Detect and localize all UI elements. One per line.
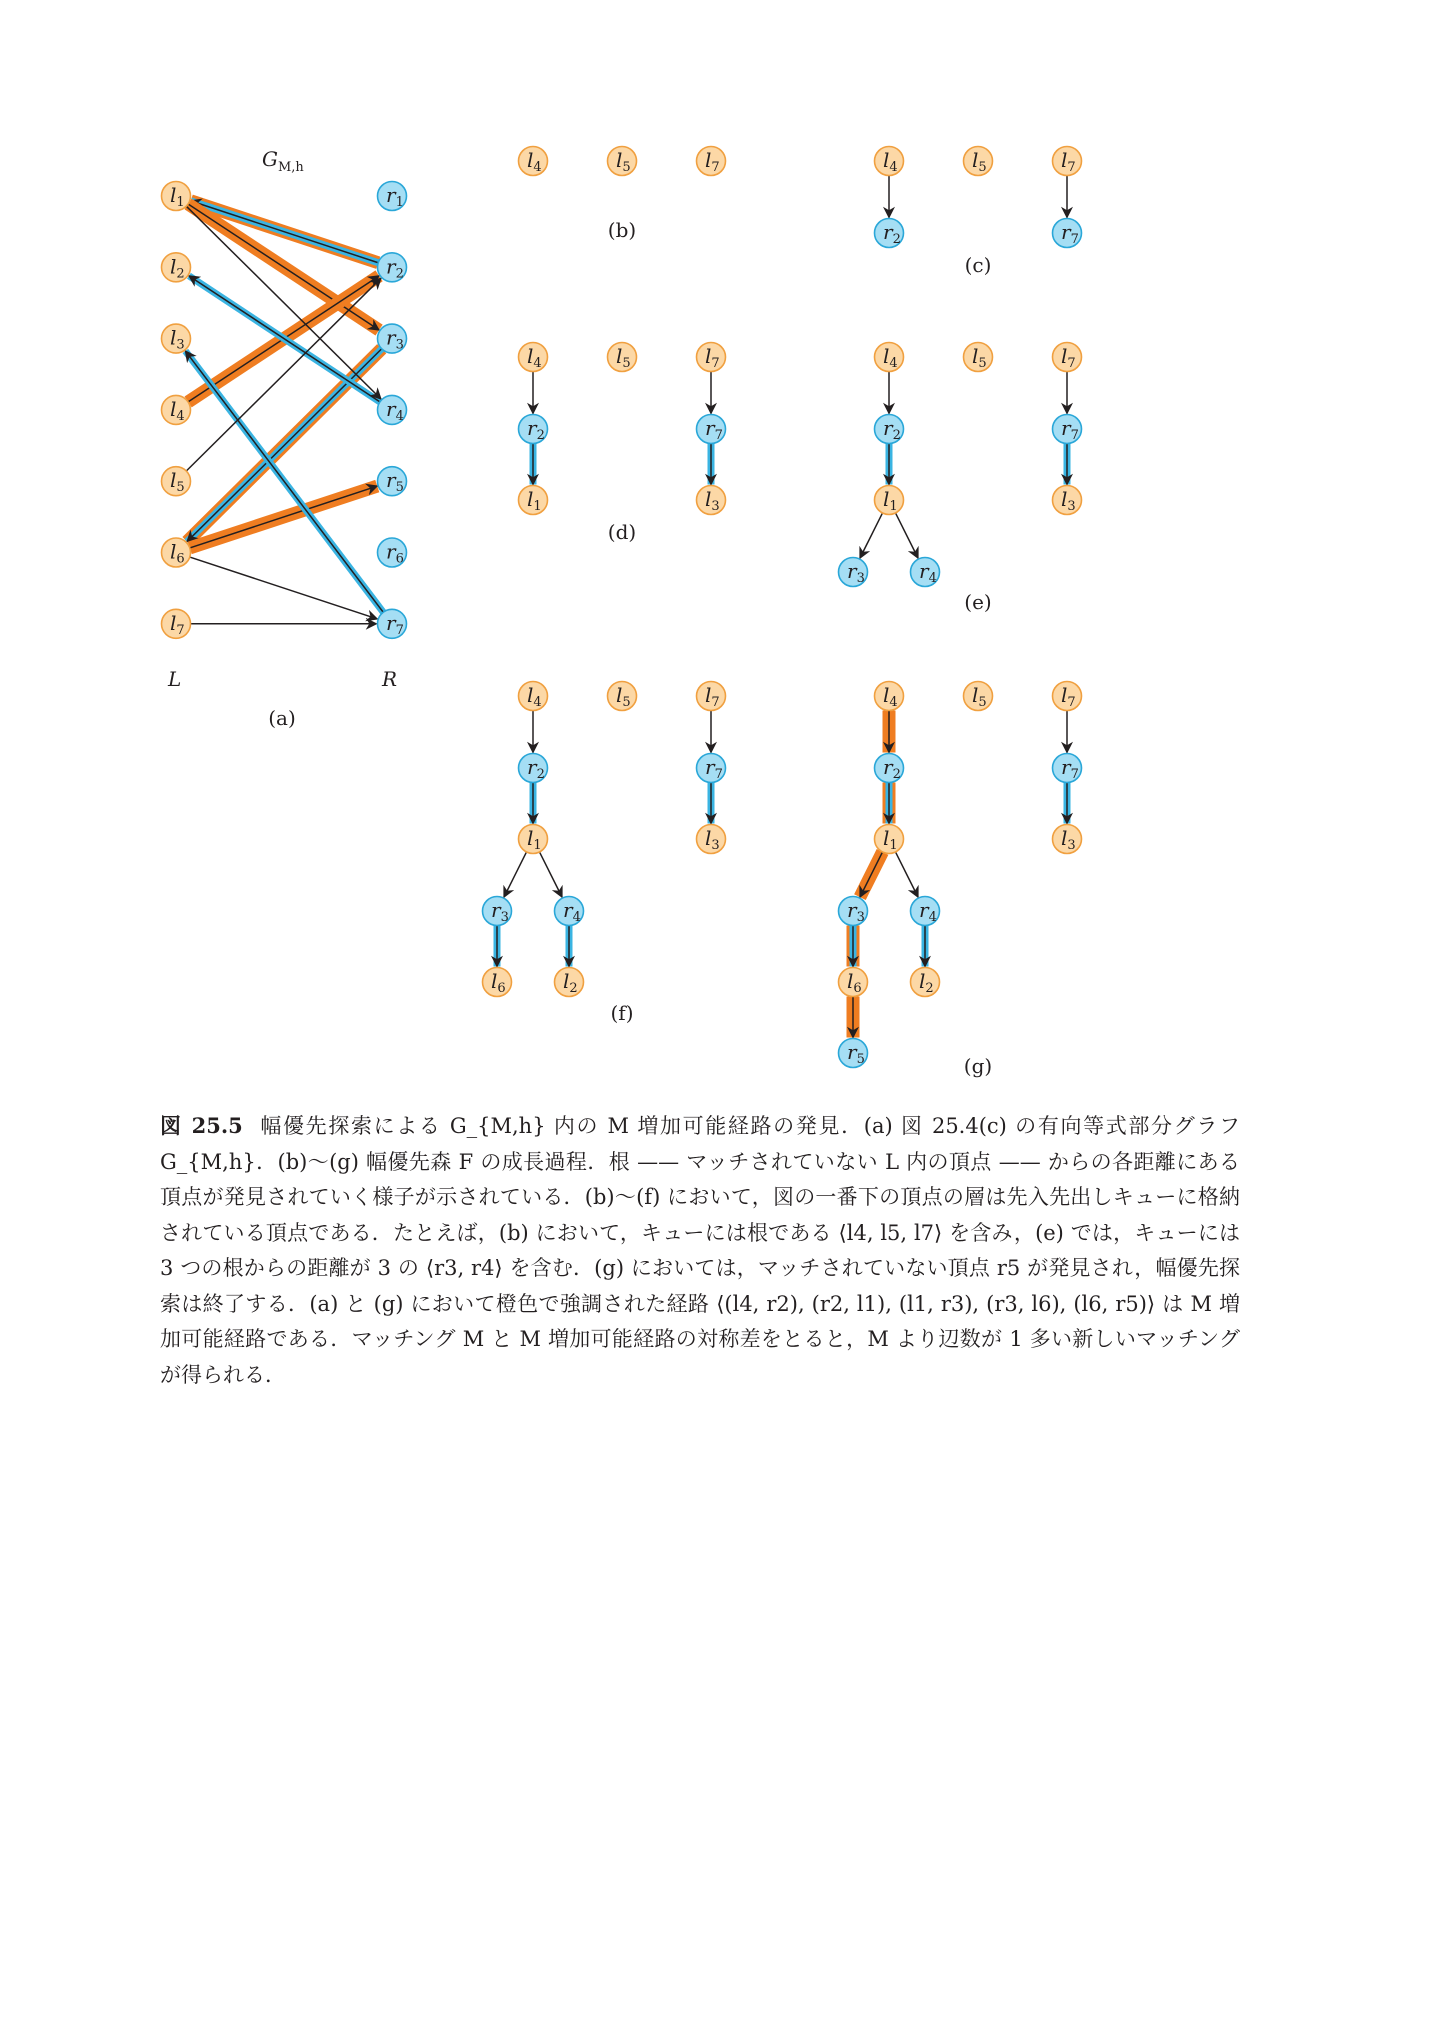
a-node-r1 — [378, 182, 407, 211]
f-node-label-r3: $r_3$ — [491, 898, 509, 925]
f-node-label-r4: $r_4$ — [563, 898, 581, 925]
f-edge-line-l1-r3 — [504, 852, 527, 897]
g-edge-line-l1-r3 — [860, 852, 883, 897]
g-node-label-l7: $l_7$ — [1061, 683, 1076, 710]
a-node-r5 — [378, 467, 407, 496]
e-node-r2 — [875, 415, 904, 444]
c-node-l4 — [875, 147, 904, 176]
d-node-l1 — [519, 486, 548, 515]
panel-d-label: (d) — [607, 520, 637, 544]
e-edge-l1-r4 — [895, 513, 918, 558]
panel-e-nodes — [839, 343, 1082, 587]
panel-f-label: (f) — [610, 1001, 634, 1025]
b-node-label-l5: $l_5$ — [616, 148, 631, 175]
a-node-l4 — [162, 395, 191, 424]
f-node-l6 — [483, 968, 512, 997]
panel-d-edges — [533, 372, 711, 485]
d-node-l3 — [697, 486, 726, 515]
a-node-label-l6: $l_6$ — [170, 539, 185, 567]
g-node-label-r2: $r_2$ — [883, 755, 901, 782]
d-node-label-r7: $r_7$ — [705, 416, 723, 443]
d-node-label-l4: $l_4$ — [527, 344, 542, 371]
a-node-label-r5: $r_5$ — [386, 468, 404, 496]
e-node-r3 — [839, 558, 868, 587]
caption-label: 図 25.5 — [160, 1113, 243, 1138]
a-node-label-r7: $r_7$ — [386, 610, 404, 638]
panel-d — [519, 343, 726, 545]
figure-caption — [160, 1108, 1240, 1393]
a-node-l1 — [162, 182, 191, 211]
b-node-label-l7: $l_7$ — [705, 148, 720, 175]
f-node-l1 — [519, 825, 548, 854]
b-node-l5 — [608, 147, 637, 176]
f-node-r3 — [483, 897, 512, 926]
panel-f — [483, 682, 726, 1026]
right-set-label: R — [382, 667, 398, 691]
f-node-l3 — [697, 825, 726, 854]
f-node-label-l7: $l_7$ — [705, 683, 720, 710]
a-node-label-r2: $r_2$ — [386, 254, 404, 282]
panel-a-title: $G_{M,h}$ — [262, 147, 304, 175]
g-node-r2 — [875, 754, 904, 783]
e-node-l7 — [1053, 343, 1082, 372]
panel-c-edges — [889, 176, 1067, 218]
a-node-r7 — [378, 609, 407, 638]
c-node-l5 — [964, 147, 993, 176]
g-node-r7 — [1053, 754, 1082, 783]
panel-a-edges — [185, 201, 383, 624]
g-node-r5 — [839, 1039, 868, 1068]
a-node-label-r4: $r_4$ — [386, 396, 404, 424]
c-node-label-l7: $l_7$ — [1061, 148, 1076, 175]
a-node-label-l7: $l_7$ — [170, 610, 185, 638]
e-node-r4 — [911, 558, 940, 587]
g-node-label-l6: $l_6$ — [847, 969, 862, 996]
e-node-label-r3: $r_3$ — [847, 559, 865, 586]
g-edge-l1-r3 — [860, 852, 883, 897]
f-node-label-l2: $l_2$ — [563, 969, 578, 996]
g-node-r3 — [839, 897, 868, 926]
e-edge-l1-r3 — [860, 513, 883, 558]
panel-c-label: (c) — [964, 253, 992, 277]
f-node-l2 — [555, 968, 584, 997]
g-node-l7 — [1053, 682, 1082, 711]
a-node-label-l3: $l_3$ — [170, 325, 185, 353]
a-node-r2 — [378, 253, 407, 282]
panel-b-label: (b) — [607, 218, 637, 242]
f-node-label-r2: $r_2$ — [527, 755, 545, 782]
g-node-label-r5: $r_5$ — [847, 1040, 865, 1067]
g-node-l6 — [839, 968, 868, 997]
panel-c — [875, 147, 1082, 278]
d-node-label-l7: $l_7$ — [705, 344, 720, 371]
f-node-r2 — [519, 754, 548, 783]
g-node-l1 — [875, 825, 904, 854]
c-node-r7 — [1053, 219, 1082, 248]
c-node-r2 — [875, 219, 904, 248]
a-edge-r7-l3 — [185, 351, 383, 612]
g-node-label-r3: $r_3$ — [847, 898, 865, 925]
g-node-l3 — [1053, 825, 1082, 854]
a-node-label-r3: $r_3$ — [386, 325, 404, 353]
a-edge-line-l1-r3 — [188, 204, 379, 330]
a-edge-l1-r3 — [188, 204, 379, 330]
f-node-r4 — [555, 897, 584, 926]
a-node-label-l2: $l_2$ — [170, 254, 185, 282]
d-node-r2 — [519, 415, 548, 444]
a-edge-line-r7-l3 — [185, 351, 383, 612]
panel-d-nodes — [519, 343, 726, 515]
g-node-l4 — [875, 682, 904, 711]
g-edge-l1-r4 — [895, 852, 918, 897]
f-node-l5 — [608, 682, 637, 711]
c-node-label-r7: $r_7$ — [1061, 220, 1079, 247]
g-node-label-l3: $l_3$ — [1061, 826, 1076, 853]
panel-b — [519, 147, 726, 243]
f-edge-l1-r3 — [504, 852, 527, 897]
e-node-label-l3: $l_3$ — [1061, 487, 1076, 514]
d-node-l5 — [608, 343, 637, 372]
e-node-label-r4: $r_4$ — [919, 559, 937, 586]
d-node-label-l5: $l_5$ — [616, 344, 631, 371]
d-node-l7 — [697, 343, 726, 372]
panel-a-nodes — [162, 182, 407, 639]
g-node-l2 — [911, 968, 940, 997]
e-node-r7 — [1053, 415, 1082, 444]
e-node-label-l4: $l_4$ — [883, 344, 898, 371]
e-node-l4 — [875, 343, 904, 372]
g-node-label-l1: $l_1$ — [883, 826, 898, 853]
d-node-label-l3: $l_3$ — [705, 487, 720, 514]
e-node-label-r2: $r_2$ — [883, 416, 901, 443]
g-node-label-r4: $r_4$ — [919, 898, 937, 925]
c-node-l7 — [1053, 147, 1082, 176]
f-node-label-l6: $l_6$ — [491, 969, 506, 996]
a-node-label-l4: $l_4$ — [170, 396, 185, 424]
f-edge-line-l1-r4 — [539, 852, 562, 897]
f-node-r7 — [697, 754, 726, 783]
d-node-label-r2: $r_2$ — [527, 416, 545, 443]
panel-e — [839, 343, 1082, 615]
f-node-l4 — [519, 682, 548, 711]
e-node-label-l5: $l_5$ — [972, 344, 987, 371]
a-node-r4 — [378, 395, 407, 424]
a-node-l2 — [162, 253, 191, 282]
a-node-l6 — [162, 538, 191, 567]
d-node-r7 — [697, 415, 726, 444]
g-node-l5 — [964, 682, 993, 711]
d-node-label-l1: $l_1$ — [527, 487, 542, 514]
panel-g — [839, 682, 1082, 1079]
a-node-l7 — [162, 609, 191, 638]
e-node-l1 — [875, 486, 904, 515]
f-node-label-l5: $l_5$ — [616, 683, 631, 710]
left-set-label: L — [168, 667, 182, 691]
panel-e-edges — [860, 372, 1067, 559]
panel-a-label: (a) — [268, 706, 296, 730]
a-node-l5 — [162, 467, 191, 496]
e-node-l5 — [964, 343, 993, 372]
a-node-label-l1: $l_1$ — [170, 183, 185, 210]
b-node-l4 — [519, 147, 548, 176]
g-node-label-l5: $l_5$ — [972, 683, 987, 710]
g-node-label-l4: $l_4$ — [883, 683, 898, 710]
b-node-label-l4: $l_4$ — [527, 148, 542, 175]
f-node-label-l4: $l_4$ — [527, 683, 542, 710]
caption-text: 幅優先探索による G_{M,h} 内の M 増加可能経路の発見．(a) 図 25.4(c) の有向等式部分グラフ G_{M,h}．(b)〜(g) 幅優先森 F の成長過程．根 —— マッチされていない L 内の頂点 —— からの各距離にある頂点が発見されていく様子が示されている．(b)〜(f) において，図の一番下の頂点の層は先入先出しキューに格納されている頂点である．たとえば，(b) において，キューには根である ⟨l4, l5, l7⟩ を含み，(e) では，キューには 3 つの根からの距離が 3 の ⟨r3, r4⟩ を含む．(g) においては，マッチされていない頂点 r5 が発見され，幅優先探索は終了する．(a) と (g) において橙色で強調された経路 ⟨(l4, r2), (r2, l1), (l1, r3), (r3, l6), (l6, r5)⟩ は M 増加可能経路である．マッチング M と M 増加可能経路の対称差をとると，M より辺数が 1 多い新しいマッチングが得られる． — [160, 1114, 1240, 1387]
f-node-label-l1: $l_1$ — [527, 826, 542, 853]
f-edge-l1-r4 — [539, 852, 562, 897]
g-node-r4 — [911, 897, 940, 926]
g-node-label-l2: $l_2$ — [919, 969, 934, 996]
a-node-r3 — [378, 324, 407, 353]
a-node-r6 — [378, 538, 407, 567]
a-node-label-l5: $l_5$ — [170, 468, 185, 496]
panel-a — [162, 147, 407, 730]
e-edge-line-l1-r3 — [860, 513, 883, 558]
e-edge-line-l1-r4 — [895, 513, 918, 558]
panel-g-label: (g) — [963, 1054, 993, 1078]
c-node-label-l5: $l_5$ — [972, 148, 987, 175]
f-node-label-r7: $r_7$ — [705, 755, 723, 782]
g-edge-line-l1-r4 — [895, 852, 918, 897]
e-node-l3 — [1053, 486, 1082, 515]
d-node-l4 — [519, 343, 548, 372]
panel-e-label: (e) — [964, 590, 992, 614]
panel-f-nodes — [483, 682, 726, 997]
panel-c-nodes — [875, 147, 1082, 248]
a-node-label-r1: $r_1$ — [386, 183, 404, 210]
a-node-l3 — [162, 324, 191, 353]
b-node-l7 — [697, 147, 726, 176]
c-node-label-l4: $l_4$ — [883, 148, 898, 175]
e-node-label-r7: $r_7$ — [1061, 416, 1079, 443]
f-node-l7 — [697, 682, 726, 711]
panel-b-nodes — [519, 147, 726, 176]
f-node-label-l3: $l_3$ — [705, 826, 720, 853]
c-node-label-r2: $r_2$ — [883, 220, 901, 247]
e-node-label-l1: $l_1$ — [883, 487, 898, 514]
a-node-label-r6: $r_6$ — [386, 539, 404, 567]
e-node-label-l7: $l_7$ — [1061, 344, 1076, 371]
g-node-label-r7: $r_7$ — [1061, 755, 1079, 782]
